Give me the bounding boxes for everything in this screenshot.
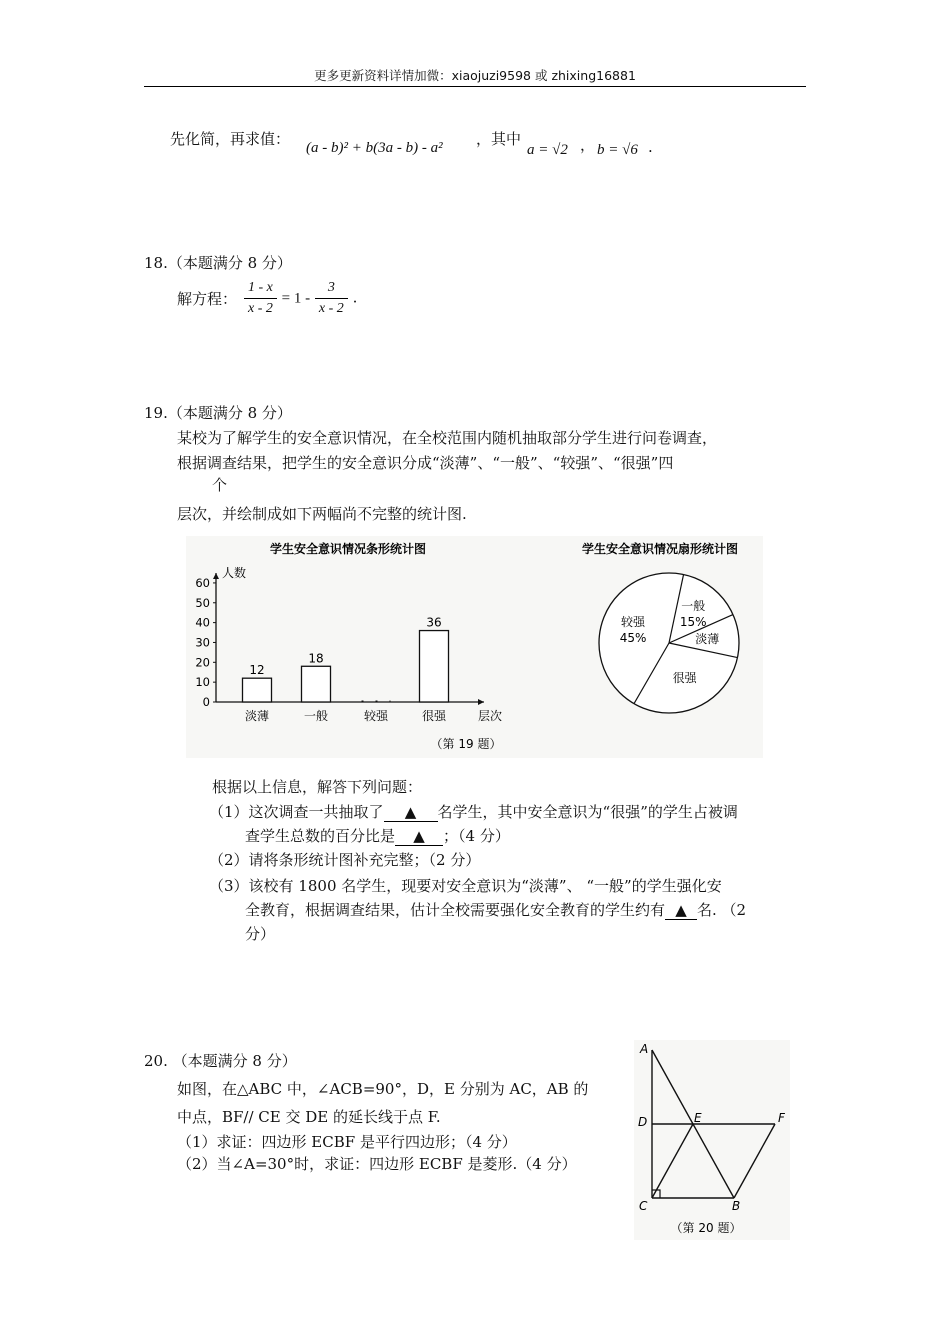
bar-y-label: 人数 xyxy=(222,566,247,580)
bar-chart-marks xyxy=(243,616,449,723)
bar-value-label: 18 xyxy=(308,651,324,666)
q19-line2b: 个 xyxy=(212,476,228,494)
q17-a-value: a = √2 xyxy=(527,142,568,158)
q18-rhs-fraction xyxy=(315,280,348,317)
header-divider xyxy=(144,86,806,87)
bar-淡薄 xyxy=(243,678,272,702)
q19-part1-line2 xyxy=(245,825,510,846)
bar-y-tick-label: 40 xyxy=(195,615,210,630)
label-b: B xyxy=(732,1199,741,1213)
pie-label-淡薄: 淡薄 xyxy=(695,631,720,646)
q20-part1: （1）求证：四边形 ECBF 是平行四边形；（4 分） xyxy=(177,1133,517,1151)
q18-label: 解方程： xyxy=(177,290,238,308)
pie-percent-一般: 15% xyxy=(679,615,707,630)
q17-where: ，其中 xyxy=(476,130,522,148)
q18-heading: 18.（本题满分 8 分） xyxy=(144,254,292,272)
q19-line1: 某校为了解学生的安全意识情况，在全校范围内随机抽取部分学生进行问卷调查， xyxy=(177,429,718,447)
q20-line2: 中点，BF// CE 交 DE 的延长线于点 F. xyxy=(177,1108,441,1126)
q17-period: . xyxy=(648,138,653,156)
bar-很强 xyxy=(420,631,449,702)
q19-part1-line1 xyxy=(209,801,738,822)
bar-y-tick-label: 20 xyxy=(195,655,210,670)
label-d: D xyxy=(638,1115,648,1129)
bar-value-label: 36 xyxy=(426,615,442,630)
bar-chart-axes xyxy=(195,565,502,723)
bar-y-tick-label: 0 xyxy=(202,695,210,709)
bar-chart-title: 学生安全意识情况条形统计图 xyxy=(269,542,427,556)
bar-y-arrow xyxy=(213,573,219,579)
triangle-diagram xyxy=(634,1040,790,1240)
q19-line3: 层次，并绘制成如下两幅尚不完整的统计图. xyxy=(177,505,467,523)
q19-part3-line3: 分） xyxy=(245,925,276,943)
q17-comma: ， xyxy=(580,136,596,154)
bar-value-label: 12 xyxy=(249,663,265,678)
bar-x-arrow xyxy=(478,699,484,705)
q17-intro: 先化简，再求值： xyxy=(170,130,291,148)
q19-part2: （2）请将条形统计图补充完整；（2 分） xyxy=(209,851,481,869)
bar-chart xyxy=(186,536,763,758)
bar-y-tick-label: 50 xyxy=(195,595,210,610)
q20-line1: 如图，在△ABC 中，∠ACB=90°，D，E 分别为 AC，AB 的 xyxy=(177,1080,589,1098)
pie-label-一般: 一般 xyxy=(681,599,706,614)
q20-figure xyxy=(634,1040,790,1240)
q18-equation xyxy=(244,280,357,317)
bar-y-tick-label: 60 xyxy=(195,575,210,590)
bar-y-tick-label: 30 xyxy=(195,635,210,650)
q19-p1b: 名学生，其中安全意识为“很强”的学生占被调 xyxy=(437,803,738,821)
bar-category-label: 很强 xyxy=(421,709,447,723)
q17-b-value: b = √6 xyxy=(597,142,638,158)
q19-part3-line2 xyxy=(245,899,746,920)
q19-blank-2[interactable]: ▲ xyxy=(395,827,443,846)
bar-category-label: 一般 xyxy=(303,709,329,723)
q20-caption: （第 20 题） xyxy=(670,1221,742,1235)
q19-p3b: 全教育，根据调查结果，估计全校需要强化安全教育的学生约有 xyxy=(245,901,666,919)
bar-一般 xyxy=(302,666,331,702)
pie-label-较强: 较强 xyxy=(621,615,646,630)
label-a: A xyxy=(640,1042,649,1056)
q18-middle: = 1 - xyxy=(281,290,311,307)
q19-caption: （第 19 题） xyxy=(430,737,502,751)
q20-heading: 20. （本题满分 8 分） xyxy=(144,1052,297,1070)
page-header: 更多更新资料详情加微：xiaojuzi9598 或 zhixing16881 xyxy=(314,68,636,83)
segment-bf xyxy=(734,1124,775,1198)
q17-expression: (a - b)² + b(3a - b) - a² xyxy=(306,140,443,156)
q18-rhs-num: 3 xyxy=(315,280,348,299)
q18-lhs-num: 1 - x xyxy=(244,280,277,299)
q19-prompt: 根据以上信息，解答下列问题： xyxy=(212,778,423,796)
q19-p1a: （1）这次调查一共抽取了 xyxy=(209,803,384,821)
q19-blank-3[interactable]: ▲ xyxy=(665,901,697,920)
label-c: C xyxy=(639,1199,648,1213)
q19-figure xyxy=(186,536,763,758)
q19-p1c: 查学生总数的百分比是 xyxy=(245,827,396,845)
q19-blank-1[interactable]: ▲ xyxy=(384,803,438,822)
q19-p1d: ；（4 分） xyxy=(443,827,510,845)
q18-period: . xyxy=(352,288,358,307)
label-f: F xyxy=(778,1111,785,1125)
bar-category-label: 淡薄 xyxy=(244,709,270,723)
q19-heading: 19.（本题满分 8 分） xyxy=(144,404,292,422)
q18-rhs-den: x - 2 xyxy=(318,301,344,316)
q18-lhs-den: x - 2 xyxy=(248,301,273,316)
pie-label-很强: 很强 xyxy=(672,671,697,686)
bar-category-label: 较强 xyxy=(363,709,389,723)
q19-p3c: 名. （2 xyxy=(697,901,747,919)
bar-y-tick-label: 10 xyxy=(195,675,210,690)
pie-chart xyxy=(599,573,739,713)
q18-lhs-fraction xyxy=(244,280,277,317)
pie-chart-title: 学生安全意识情况扇形统计图 xyxy=(581,542,739,556)
q19-line2: 根据调查结果，把学生的安全意识分成“淡薄”、“一般”、“较强”、“很强”四 xyxy=(177,454,674,472)
bar-x-label: 层次 xyxy=(478,709,503,723)
label-e: E xyxy=(694,1111,702,1125)
q20-part2: （2）当∠A=30°时，求证：四边形 ECBF 是菱形.（4 分） xyxy=(177,1155,577,1173)
segment-ce xyxy=(652,1124,693,1198)
q19-part3-line1: （3）该校有 1800 名学生，现要对安全意识为“淡薄”、 “一般”的学生强化安 xyxy=(209,877,722,895)
pie-percent-较强: 45% xyxy=(619,631,647,646)
